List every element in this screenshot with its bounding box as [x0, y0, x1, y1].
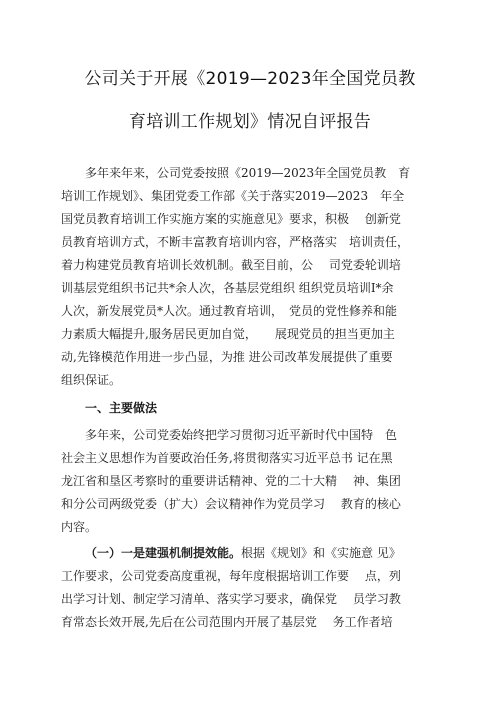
subsection1-lead: （一）一是建强机制提效能。 [85, 546, 242, 560]
subsection1-line: 出学习计划、制定学习清单、落实学习要求，确保党 员学习教 [61, 592, 401, 606]
section1-line: 社会主义思想作为首要政治任务,将贯彻落实习近平总书 记在黑 [61, 451, 393, 465]
section1-line: 多年来，公司党委始终把学习贯彻习近平新时代中国特 色 [85, 428, 398, 442]
subsection1-lead-rest: 根据《规划》和《实施意 见》 [241, 546, 401, 560]
section1-line: 龙江省和垦区考察时的重要讲话精神、党的二十大精 神、集团 [61, 474, 401, 488]
intro-line: 组织保证。 [61, 373, 122, 387]
section-heading: 一、主要做法 [85, 401, 158, 415]
subsection1-line: 工作要求，公司党委高度重视，每年度根据培训工作要 点，列 [61, 569, 401, 583]
intro-line: 多年来年来，公司党委按照《2019—2023年全国党员教 育 [85, 166, 411, 180]
intro-line: 动,先锋模范作用进一步凸显，为推 进公司改革发展提供了重要 [61, 350, 393, 364]
document-title-line-2: 育培训工作规划》情况自评报告 [128, 112, 372, 132]
section1-line: 内容。 [61, 520, 98, 534]
intro-line: 国党员教育培训工作实施方案的实施意见》要求，积极 创新党 [61, 212, 401, 226]
subsection1-first-line [85, 546, 441, 560]
intro-line: 培训工作规划》、集团党委工作部《关于落实2019—2023 年全 [61, 189, 405, 203]
document-title-line-1: 公司关于开展《2019—2023年全国党员教 [84, 69, 416, 89]
subsection1-line: 育常态长效开展,先后在公司范围内开展了基层党 务工作者培 [61, 615, 393, 629]
intro-line: 力素质大幅提升,服务居民更加自觉， 展现党员的担当更加主 [61, 327, 395, 341]
section1-line: 和分公司两级党委（扩大）会议精神作为党员学习 教育的核心 [61, 497, 401, 511]
intro-line: 人次，新发展党员*人次。通过教育培训， 党员的党性修养和能 [61, 304, 398, 318]
intro-line: 着力构建党员教育培训长效机制。截至目前，公 司党委轮训培 [61, 258, 401, 272]
intro-line: 员教育培训方式，不断丰富教育培训内容，严格落实 培训责任， [61, 235, 410, 249]
intro-line: 训基层党组织书记共*余人次，各基层党组织 组织党员培训I*余 [61, 281, 394, 295]
